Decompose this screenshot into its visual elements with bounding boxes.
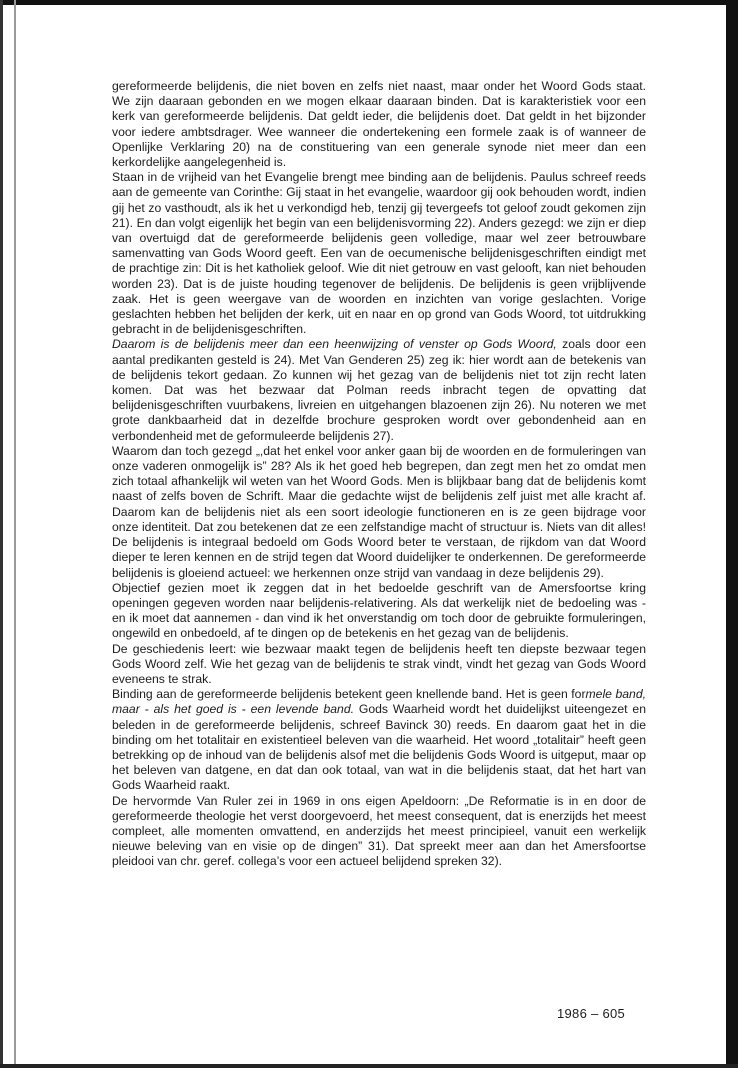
paragraph: Waarom dan toch gezegd „,dat het enkel voor anker gaan bij de woorden en de formuleringen van onze vaderen onmogelijk is” 28? Als ik het goed heb begrepen, dan zegt men het zo omdat men zich totaal afhankelijk wil weten van het Woord Gods. Men is blijkbaar bang dat de belijdenis komt naast of zelfs boven de Schrift. Maar die gedachte wijst de belijdenis zelf juist met alle kracht af. Daarom kan de belijdenis niet als een soort ideologie functioneren en is ze geen bijdrage voor onze identiteit. Dat zou betekenen dat ze een zelfstandige macht of structuur is. Niets van dit alles! De belijdenis is integraal bedoeld om Gods Woord beter te verstaan, de rijkdom van dat Woord dieper te leren kennen en de strijd tegen dat Woord duidelijker te onderkennen. De gereformeerde belijdenis is gloeiend actueel: we herkennen onze strijd van vandaag in deze belijdenis 29). (112, 443, 646, 580)
italic-phrase: mele band, maar - als het goed is - een levende band. (112, 687, 646, 717)
paragraph: Objectief gezien moet ik zeggen dat in het bedoelde geschrift van de Amersfoortse kring openingen gegeven worden naar belijdenis-relativering. Als dat werkelijk niet de bedoeling was - en ik moet dat aannemen - dan vind ik het onverstandig om toch door de gebruikte formuleringen, ongewild en onbedoeld, af te dingen op de betekenis en het gezag van de belijdenis. (112, 580, 646, 641)
scan-edge-top (0, 0, 738, 5)
paragraph: De hervormde Van Ruler zei in 1969 in ons eigen Apeldoorn: „De Reformatie is in en door de gereformeerde theologie het verst doorgevoerd, het meest consequent, dat is enerzijds het meest compleet, alle momenten omvattend, en anderzijds het meest principieel, vanuit een werkelijk nieuwe beleving van en visie op de dingen” 31). Dat spreekt meer aan dan het Amersfoortse pleidooi van chr. geref. collega’s voor een actueel belijdend spreken 32). (112, 793, 646, 869)
scan-edge-left (0, 0, 3, 1068)
paragraph: Staan in de vrijheid van het Evangelie brengt mee binding aan de belijdenis. Paulus schreef reeds aan de gemeente van Corinthe: Gij staat in het evangelie, waardoor gij ook behouden wordt, indien gij het zo vasthoudt, als ik het u verkondigd heb, tenzij gij tevergeefs tot geloof zoudt gekomen zijn 21). En dan volgt eigenlijk het begin van een belijdenisvorming 22). Anders gezegd: we zijn er diep van overtuigd dat de gereformeerde belijdenis geen volledige, maar wel zeer betrouwbare samenvatting van Gods Woord geeft. Een van de oecumenische belijdenisgeschriften eindigt met de prachtige zin: Dit is het katholiek geloof. Wie dit niet getrouw en vast gelooft, kan niet behouden worden 23). Dat is de juiste houding tegenover de belijdenis. De belijdenis is geen vrijblijvende zaak. Het is geen weergave van de woorden en inzichten van vorige geslachten. Vorige geslachten hebben het belijden der kerk, uit en naar en op grond van Gods Woord, tot uitdrukking gebracht in de belijdenisgeschriften. (112, 170, 646, 337)
page-binding-line (14, 0, 16, 1068)
scan-edge-bottom (0, 1064, 738, 1068)
paragraph: De geschiedenis leert: wie bezwaar maakt tegen de belijdenis heeft ten diepste bezwaar tegen Gods Woord zelf. Wie het gezag van de belijdenis te strak vindt, vindt het gezag van Gods Woord eveneens te strak. (112, 641, 646, 686)
italic-phrase: Daarom is de belijdenis meer dan een heenwijzing of venster op Gods Woord, (112, 337, 557, 352)
paragraph: Daarom is de belijdenis meer dan een heenwijzing of venster op Gods Woord, zoals door een aantal predikanten gesteld is 24). Met Van Genderen 25) zeg ik: hier wordt aan de betekenis van de belijdenis tekort gedaan. Zo kunnen wij het gezag van de belijdenis niet tot zijn recht laten komen. Dat was het bezwaar dat Polman reeds inbracht tegen de opvatting dat belijdenisgeschriften vuurbakens, livreien en uitgehangen blazoenen zijn 26). Nu noteren we met grote dankbaarheid dat in dezelfde brochure gesproken wordt over gebondenheid aan en verbondenheid met de geformuleerde belijdenis 27). (112, 337, 647, 443)
page-number: 1986 – 605 (557, 1006, 626, 1021)
body-text (112, 79, 646, 870)
scan-edge-right (726, 0, 738, 1068)
paragraph: gereformeerde belijdenis, die niet boven en zelfs niet naast, maar onder het Woord Gods staat. We zijn daaraan gebonden en we mogen elkaar daaraan binden. Dat is karakteristiek voor een kerk van gereformeerde belijdenis. Dat geldt ieder, die belijdenis doet. Dat geldt in het bijzonder voor iedere ambtsdrager. Wee wanneer die ondertekening een formele zaak is of wanneer de Openlijke Verklaring 20) na de constituering van een generale synode niet meer dan een kerkordelijke aangelegenheid is. (112, 79, 646, 170)
paragraph: Binding aan de gereformeerde belijdenis betekent geen knellende band. Het is geen formele band, maar - als het goed is - een levende band. Gods Waarheid wordt het duidelijkst uiteengezet en beleden in de gereformeerde belijdenis, schreef Bavinck 30) reeds. En daarom gaat het in die binding om het totalitair en existentieel beleven van die waarheid. Het woord „totalitair” heeft geen betrekking op de inhoud van de belijdenis alsof met die belijdenis Gods Woord is uitgeput, maar op het beleven van datgene, en dat dan ook totaal, van wat in die belijdenis staat, dat het hart van Gods Waarheid raakt. (112, 687, 646, 793)
